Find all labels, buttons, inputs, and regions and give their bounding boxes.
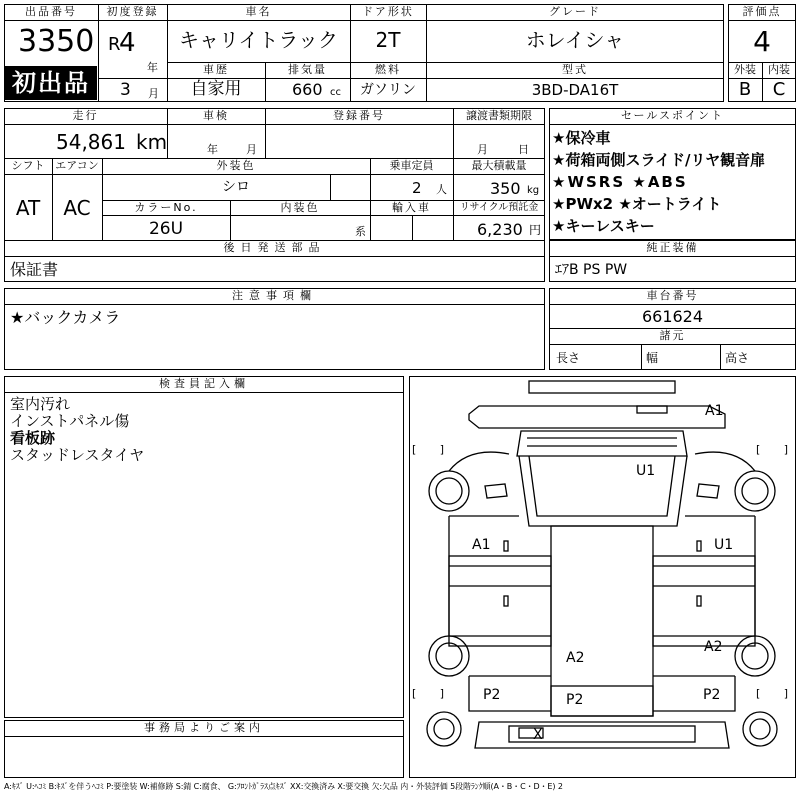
model: 3BD-DA16T bbox=[531, 81, 619, 99]
displacement-unit: cc bbox=[330, 87, 341, 98]
damage-mark: A2 bbox=[704, 639, 723, 655]
displacement-label: 排気量 bbox=[288, 63, 327, 76]
lot-number: 3350 bbox=[18, 24, 95, 59]
notes-value: ★バックカメラ bbox=[10, 308, 121, 327]
shift-label: シフト bbox=[11, 159, 45, 172]
damage-mark: A2 bbox=[566, 650, 585, 666]
fuel-label: 燃料 bbox=[375, 63, 401, 76]
chassis-label: 車台番号 bbox=[646, 289, 699, 302]
truck-outline bbox=[409, 376, 796, 778]
reg-year: 4 bbox=[119, 28, 136, 58]
exterior-grade-label: 外装 bbox=[734, 63, 756, 76]
damage-mark: U1 bbox=[714, 537, 734, 553]
later-parts: 保証書 bbox=[10, 260, 59, 279]
recycle-label: リサイクル預託金 bbox=[459, 202, 539, 213]
color-no-label: カラーNo. bbox=[134, 201, 198, 214]
damage-mark: A1 bbox=[705, 403, 724, 419]
damage-mark: A1 bbox=[472, 537, 491, 553]
shift: AT bbox=[15, 196, 41, 220]
dims-label: 諸元 bbox=[659, 329, 686, 342]
capacity-label: 乗車定員 bbox=[389, 159, 434, 172]
grade: ホレイシャ bbox=[525, 28, 625, 52]
ext-color: シロ bbox=[222, 179, 250, 195]
inspector-line: インストパネル傷 bbox=[10, 412, 130, 430]
int-color-unit: 系 bbox=[355, 225, 366, 238]
ext-color-label: 外装色 bbox=[216, 159, 256, 172]
era: R bbox=[108, 34, 121, 55]
load-unit: kg bbox=[527, 185, 540, 196]
inspector-label: 検査員記入欄 bbox=[159, 377, 249, 390]
damage-mark: X bbox=[533, 727, 543, 743]
chassis-number: 661624 bbox=[641, 307, 704, 326]
equipment-value: ｴｱB PS PW bbox=[555, 262, 628, 278]
sales-point-line: ★キーレスキー bbox=[552, 217, 655, 235]
year-unit: 年 bbox=[147, 61, 158, 74]
bracket-mark: [ ] bbox=[756, 687, 789, 700]
mileage: 54,861 bbox=[56, 130, 126, 154]
score: 4 bbox=[753, 25, 771, 58]
interior-grade-label: 内装 bbox=[768, 63, 790, 76]
interior-grade: C bbox=[772, 79, 786, 100]
load-label: 最大積載量 bbox=[471, 159, 527, 172]
reg-month: 3 bbox=[120, 80, 131, 100]
inspection-label: 車検 bbox=[203, 109, 229, 122]
transfer-day-unit: 日 bbox=[518, 143, 529, 156]
damage-mark: P2 bbox=[703, 687, 721, 703]
reg-no-label: 登録番号 bbox=[333, 109, 385, 122]
legend: A:ｷｽﾞ U:ﾍｺﾐ B:ｷｽﾞを伴うﾍｺﾐ P:要塗装 W:補修跡 S:錆 C:腐食、 G:ﾌﾛﾝﾄｶﾞﾗｽ点ｷｽﾞ XX:交換済み X:要交換 欠:欠品 内・外装評価 5段階ﾗﾝｸ順(A・B・C・D・E) 2 bbox=[4, 782, 563, 791]
ac-label: エアコン bbox=[55, 159, 99, 172]
month-unit: 月 bbox=[148, 87, 159, 100]
width-label: 幅 bbox=[646, 351, 659, 365]
displacement: 660 bbox=[292, 80, 323, 99]
score-label: 評価点 bbox=[742, 5, 782, 18]
import-label: 輸入車 bbox=[392, 201, 431, 214]
door-type: 2T bbox=[375, 28, 401, 52]
notes-label: 注意事項欄 bbox=[232, 289, 317, 302]
inspection-month-unit: 月 bbox=[246, 143, 257, 156]
bracket-mark: [ ] bbox=[756, 443, 789, 456]
sales-point-line: ★荷箱両側スライド/リヤ観音扉 bbox=[552, 151, 766, 169]
exterior-grade: B bbox=[738, 79, 752, 100]
damage-mark: U1 bbox=[636, 463, 656, 479]
inspector-line: 室内汚れ bbox=[10, 395, 71, 413]
transfer-month-unit: 月 bbox=[477, 143, 488, 156]
recycle-unit: 円 bbox=[529, 223, 542, 237]
inspector-line: スタッドレスタイヤ bbox=[10, 446, 145, 464]
capacity-unit: 人 bbox=[436, 183, 447, 196]
car-name-label: 車名 bbox=[245, 5, 272, 18]
ac: AC bbox=[63, 196, 91, 220]
height-label: 高さ bbox=[725, 351, 750, 365]
color-no: 26U bbox=[148, 219, 184, 239]
capacity: 2 bbox=[412, 179, 422, 197]
inspection-year-unit: 年 bbox=[207, 143, 218, 156]
history: 自家用 bbox=[190, 79, 242, 99]
recycle: 6,230 bbox=[477, 220, 523, 239]
fuel: ガソリン bbox=[360, 82, 416, 98]
length-label: 長さ bbox=[556, 351, 581, 365]
grade-label: グレード bbox=[549, 5, 601, 18]
bracket-mark: [ ] bbox=[412, 687, 445, 700]
damage-mark: P2 bbox=[566, 692, 584, 708]
int-color-label: 内装色 bbox=[280, 201, 320, 214]
history-label: 車歴 bbox=[203, 63, 229, 76]
later-parts-label: 後日発送部品 bbox=[223, 241, 326, 254]
sales-points-label: セールスポイント bbox=[620, 109, 724, 122]
mileage-unit: km bbox=[136, 130, 168, 154]
mileage-label: 走行 bbox=[72, 109, 99, 122]
damage-mark: P2 bbox=[483, 687, 501, 703]
sales-point-line: ★保冷車 bbox=[552, 129, 611, 147]
car-name: キャリイトラック bbox=[179, 28, 338, 52]
sales-point-line: ★WSRS ★ABS bbox=[552, 173, 688, 191]
transfer-label: 譲渡書類期限 bbox=[466, 109, 532, 122]
first-listing-badge: 初出品 bbox=[5, 66, 97, 100]
load: 350 bbox=[490, 179, 521, 198]
first-reg-label: 初度登録 bbox=[106, 5, 159, 18]
bracket-mark: [ ] bbox=[412, 443, 445, 456]
inspector-line: 看板跡 bbox=[10, 429, 56, 447]
equipment-label: 純正装備 bbox=[646, 241, 699, 254]
sales-point-line: ★PWx2 ★オートライト bbox=[552, 195, 722, 213]
door-label: ドア形状 bbox=[362, 5, 414, 18]
lot-number-label: 出品番号 bbox=[25, 5, 77, 18]
office-label: 事務局よりご案内 bbox=[144, 721, 264, 734]
model-label: 型式 bbox=[562, 63, 588, 76]
